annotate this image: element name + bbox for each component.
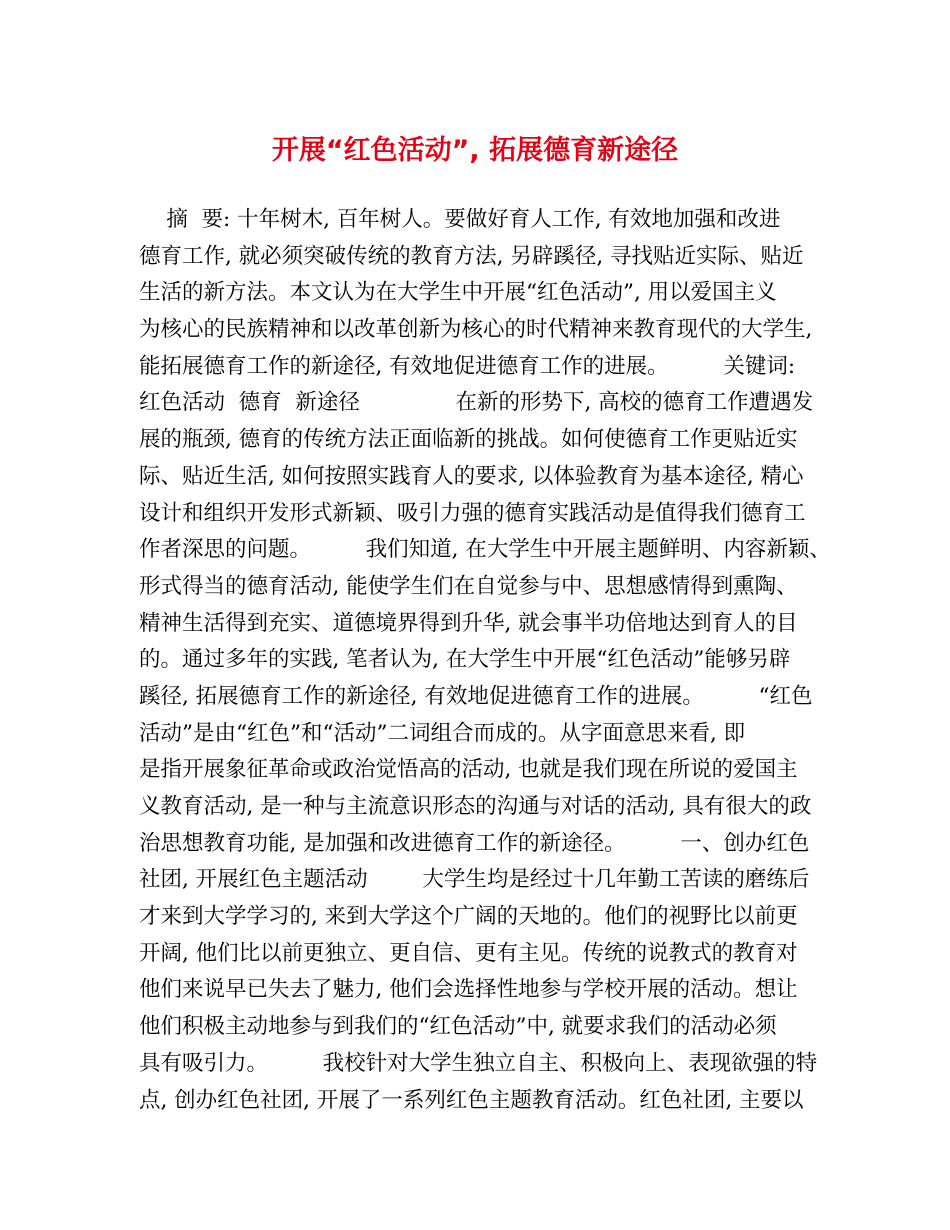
body-line: 生活的新方法。本文认为在大学生中开展“红色活动”, 用以爱国主义 bbox=[139, 280, 777, 306]
body-line: 是指开展象征革命或政治觉悟高的活动, 也就是我们现在所说的爱国主 bbox=[139, 757, 798, 783]
body-line: 红色活动 德育 新途径 在新的形势下, 高校的德育工作遭遇发 bbox=[139, 390, 814, 416]
body-line: 精神生活得到充实、道德境界得到升华, 就会事半功倍地达到育人的目 bbox=[139, 610, 798, 636]
body-line: 摘 要: 十年树木, 百年树人。要做好育人工作, 有效地加强和改进 bbox=[139, 207, 781, 232]
body-line: 活动”是由“红色”和“活动”二词组合而成的。从字面意思来看, 即 bbox=[139, 720, 746, 746]
body-line: 他们来说早已失去了魅力, 他们会选择性地参与学校开展的活动。想让 bbox=[139, 977, 798, 1003]
body-line: 的。通过多年的实践, 笔者认为, 在大学生中开展“红色活动”能够另辟 bbox=[139, 647, 791, 673]
body-line: 为核心的民族精神和以改革创新为核心的时代精神来教育现代的大学生, bbox=[139, 317, 813, 343]
document-body bbox=[139, 202, 831, 1119]
body-line: 社团, 开展红色主题活动 大学生均是经过十几年勤工苦读的磨练后 bbox=[139, 867, 810, 893]
body-line: 能拓展德育工作的新途径, 有效地促进德育工作的进展。 关键词: bbox=[139, 353, 796, 379]
body-line: 蹊径, 拓展德育工作的新途径, 有效地促进德育工作的进展。 “红色 bbox=[139, 683, 813, 709]
body-line: 点, 创办红色社团, 开展了一系列红色主题教育活动。红色社团, 主要以 bbox=[139, 1087, 804, 1113]
body-line: 他们积极主动地参与到我们的“红色活动”中, 就要求我们的活动必须 bbox=[139, 1014, 777, 1040]
body-line: 开阔, 他们比以前更独立、更自信、更有主见。传统的说教式的教育对 bbox=[139, 940, 798, 966]
body-line: 具有吸引力。 我校针对大学生独立自主、积极向上、表现欲强的特 bbox=[139, 1050, 818, 1076]
body-line: 形式得当的德育活动, 能使学生们在自觉参与中、思想感情得到熏陶、 bbox=[139, 573, 798, 599]
document-title: 开展“红色活动”, 拓展德育新途径 bbox=[271, 135, 679, 166]
body-line: 展的瓶颈, 德育的传统方法正面临新的挑战。如何使德育工作更贴近实 bbox=[139, 427, 798, 453]
body-line: 治思想教育功能, 是加强和改进德育工作的新途径。 一、创办红色 bbox=[139, 830, 810, 856]
body-line: 设计和组织开发形式新颖、吸引力强的德育实践活动是值得我们德育工 bbox=[139, 500, 806, 526]
body-line: 义教育活动, 是一种与主流意识形态的沟通与对话的活动, 具有很大的政 bbox=[139, 794, 812, 819]
body-line: 作者深思的问题。 我们知道, 在大学生中开展主题鲜明、内容新颖、 bbox=[139, 537, 831, 563]
body-line: 德育工作, 就必须突破传统的教育方法, 另辟蹊径, 寻找贴近实际、贴近 bbox=[139, 243, 804, 269]
body-line: 才来到大学学习的, 来到大学这个广阔的天地的。他们的视野比以前更 bbox=[139, 904, 798, 930]
body-line: 际、贴近生活, 如何按照实践育人的要求, 以体验教育为基本途径, 精心 bbox=[139, 463, 804, 489]
